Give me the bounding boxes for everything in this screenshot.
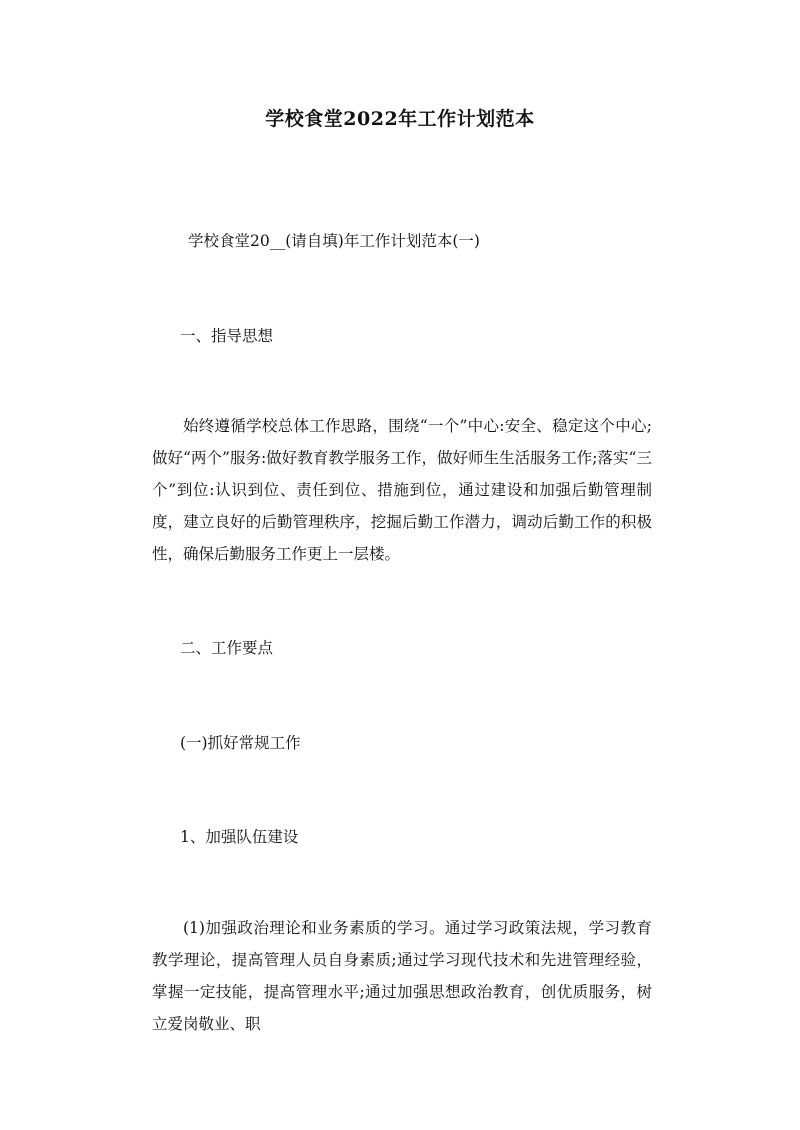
paragraph-guiding-thought: 始终遵循学校总体工作思路，围绕“一个”中心:安全、稳定这个中心;做好“两个”服务:做好教育教学服务工作，做好师生生活服务工作;落实“三个”到位:认识到位、责任到位、措施到位，通过建设和加强后勤管理制度，建立良好的后勤管理秩序，挖掘后勤工作潜力，调动后勤工作的积极性，确保后勤服务工作更上一层楼。 [152, 417, 652, 563]
section-heading-work-points: 二、工作要点 [180, 639, 274, 657]
paragraph-team-building: (1)加强政治理论和业务素质的学习。通过学习政策法规，学习教育教学理论，提高管理人员自身素质;通过学习现代技术和先进管理经验，掌握一定技能，提高管理水平;通过加强思想政治教育，创优质服务，树立爱岗敬业、职 [152, 919, 652, 1033]
subsection-heading-routine-work: (一)抓好常规工作 [180, 734, 301, 752]
document-title: 学校食堂2022年工作计划范本 [265, 108, 535, 130]
document-subtitle: 学校食堂20__(请自填)年工作计划范本(一) [188, 232, 480, 250]
item-heading-team-building: 1、加强队伍建设 [180, 828, 299, 846]
section-heading-guiding-thought: 一、指导思想 [180, 327, 274, 345]
